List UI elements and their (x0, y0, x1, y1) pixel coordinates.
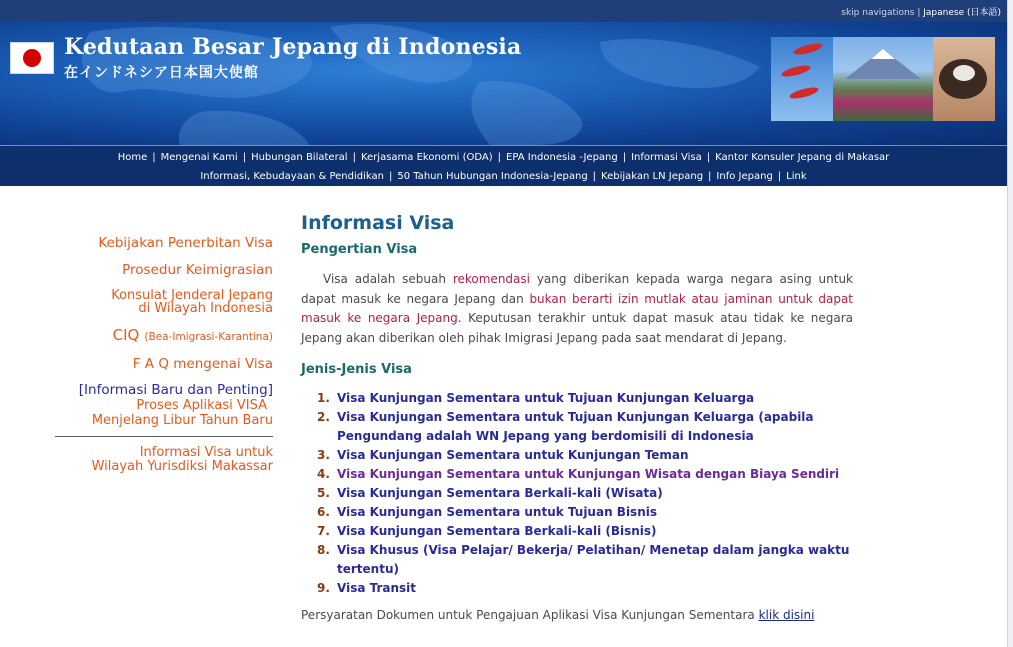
mountain-snow (871, 49, 895, 59)
visa-types-list (301, 389, 853, 598)
japanese-language-link[interactable]: Japanese (日本語) (923, 8, 1001, 18)
visa-type-link[interactable] (301, 522, 853, 541)
visa-type-link[interactable] (301, 579, 853, 598)
nav-item-kerjasama-ekonomi-oda[interactable]: Kerjasama Ekonomi (ODA) (360, 152, 493, 163)
nav-item-informasi-kebudayaan-pendidikan[interactable]: Informasi, Kebudayaan & Pendidikan (200, 171, 384, 182)
nav-item-epa-indonesia-jepang[interactable]: EPA Indonesia -Jepang (506, 152, 618, 163)
nav-row-1 (0, 152, 1007, 163)
visa-type-number: 5. (317, 486, 330, 500)
nav-item-50-tahun-hubungan-indonesia-jepang[interactable]: 50 Tahun Hubungan Indonesia-Jepang (397, 171, 588, 182)
visa-type-number: 7. (317, 524, 330, 538)
main-content (301, 212, 853, 622)
nav-item-hubungan-bilateral[interactable]: Hubungan Bilateral (251, 152, 348, 163)
visa-type-number: 2. (317, 410, 330, 424)
ciq-label: CIQ (112, 326, 140, 344)
main-navigation (0, 145, 1007, 186)
skip-navigation-link[interactable]: skip navigations (841, 8, 915, 18)
sidebar (55, 232, 273, 474)
visa-type-number: 4. (317, 467, 330, 481)
top-utility-bar (0, 0, 1007, 22)
requirements-click-here-link[interactable]: klik disini (758, 608, 815, 622)
paragraph-text-3: . Keputusan terakhir untuk dapat masuk atau tidak ke negara Jepang akan diberikan oleh pihak Imigrasi Jepang pada saat mendarat di Jepang. (301, 311, 853, 345)
visa-type-label: Visa Kunjungan Sementara untuk Kunjungan Wisata dengan Biaya Sendiri (337, 467, 840, 481)
sidebar-link-faq-visa[interactable]: F A Q mengenai Visa (132, 356, 273, 372)
sidebar-link-libur-tahun-baru[interactable]: Menjelang Libur Tahun Baru (91, 413, 273, 428)
japan-flag-icon (10, 42, 54, 74)
utility-divider: | (917, 8, 921, 18)
sidebar-link-prosedur-keimigrasian[interactable]: Prosedur Keimigrasian (122, 262, 273, 278)
paragraph-highlight-rekomendasi: rekomendasi (452, 272, 530, 286)
visa-definition-paragraph (301, 270, 853, 348)
koi-fish-icon (792, 41, 823, 56)
visa-type-number: 9. (317, 581, 330, 595)
ciq-note: (Bea-Imigrasi-Karantina) (144, 331, 273, 343)
nav-separator: | (152, 152, 156, 163)
koi-fish-icon (788, 85, 819, 100)
paragraph-highlight-bukan-izin: bukan berarti izin mutlak atau jaminan untuk dapat masuk ke negara Jepang (301, 291, 854, 325)
site-title: Kedutaan Besar Jepang di Indonesia (64, 34, 522, 60)
nav-item-mengenai-kami[interactable]: Mengenai Kami (160, 152, 238, 163)
visa-type-label: Visa Kunjungan Sementara untuk Kunjungan Teman (337, 448, 689, 462)
nav-separator: | (352, 152, 356, 163)
visa-type-label: Visa Transit (337, 581, 417, 595)
section-title-jenis-visa: Jenis-Jenis Visa (301, 362, 412, 377)
nav-separator: | (242, 152, 247, 163)
nav-separator: | (622, 152, 627, 163)
sidebar-link-wilayah-makassar[interactable]: Wilayah Yurisdiksi Makassar (91, 459, 273, 474)
section-title-pengertian-visa: Pengertian Visa (301, 242, 418, 257)
site-subtitle: 在インドネシア日本国大使館 (64, 65, 259, 81)
nav-separator: | (388, 171, 393, 182)
requirements-text: Persyaratan Dokumen untuk Pengajuan Aplikasi Visa Kunjungan Sementara (301, 608, 759, 622)
sidebar-link-ciq[interactable] (55, 325, 273, 345)
utility-links (841, 5, 1001, 18)
nav-item-kantor-konsuler-jepang-di-makasar[interactable]: Kantor Konsuler Jepang di Makasar (715, 152, 890, 163)
visa-type-link[interactable] (301, 541, 853, 579)
requirements-line (301, 608, 853, 622)
visa-type-label: Visa Kunjungan Sementara untuk Tujuan Kunjungan Keluarga (337, 391, 755, 405)
tea-set-photo (933, 37, 995, 121)
visa-type-number: 1. (317, 391, 330, 405)
visa-type-link[interactable] (301, 446, 853, 465)
tea-cup (953, 65, 975, 81)
nav-row-2 (0, 171, 1007, 182)
visa-type-link[interactable] (301, 503, 853, 522)
header-photo-strip (771, 37, 995, 121)
sidebar-link-konsulat-wilayah[interactable]: di Wilayah Indonesia (138, 301, 273, 316)
visa-type-link[interactable] (301, 465, 853, 484)
koi-streamer-photo (771, 37, 833, 121)
mount-fuji-photo (833, 37, 933, 121)
nav-item-kebijakan-ln-jepang[interactable]: Kebijakan LN Jepang (601, 171, 704, 182)
nav-separator: | (777, 171, 782, 182)
nav-separator: | (497, 152, 502, 163)
visa-type-link[interactable] (301, 389, 853, 408)
sidebar-link-informasi-baru[interactable]: [Informasi Baru dan Penting] (78, 382, 273, 398)
nav-item-link[interactable]: Link (786, 171, 807, 182)
visa-type-label: Visa Kunjungan Sementara untuk Tujuan Kunjungan Keluarga (apabila Pengundang adalah WN Jepang yang berdomisili di Indonesia (337, 410, 814, 443)
visa-type-number: 8. (317, 543, 330, 557)
site-header (0, 22, 1007, 145)
nav-separator: | (706, 152, 711, 163)
visa-type-link[interactable] (301, 484, 853, 503)
page-title: Informasi Visa (301, 212, 455, 234)
nav-item-informasi-visa[interactable]: Informasi Visa (631, 152, 702, 163)
visa-type-label: Visa Kunjungan Sementara Berkali-kali (Wisata) (337, 486, 663, 500)
nav-item-info-jepang[interactable]: Info Jepang (716, 171, 773, 182)
visa-type-link[interactable] (301, 408, 853, 446)
sidebar-link-informasi-visa-makassar[interactable]: Informasi Visa untuk (139, 445, 273, 460)
visa-type-number: 6. (317, 505, 330, 519)
nav-item-home[interactable]: Home (117, 152, 148, 163)
visa-type-label: Visa Khusus (Visa Pelajar/ Bekerja/ Pelatihan/ Menetap dalam jangka waktu tertentu) (337, 543, 850, 576)
visa-type-label: Visa Kunjungan Sementara untuk Tujuan Bisnis (337, 505, 657, 519)
sidebar-link-proses-aplikasi[interactable]: Proses Aplikasi VISA (136, 398, 267, 413)
vertical-scrollbar[interactable] (1007, 0, 1013, 647)
sidebar-link-kebijakan-penerbitan-visa[interactable]: Kebijakan Penerbitan Visa (98, 235, 273, 251)
koi-fish-icon (780, 63, 811, 78)
visa-type-label: Visa Kunjungan Sementara Berkali-kali (Bisnis) (337, 524, 657, 538)
nav-separator: | (708, 171, 712, 182)
sidebar-link-konsulat-jenderal[interactable]: Konsulat Jenderal Jepang (111, 288, 273, 303)
visa-type-number: 3. (317, 448, 330, 462)
flag-sun (23, 49, 41, 67)
paragraph-text-2: yang diberikan kepada warga negara asing untuk dapat masuk ke negara Jepang dan (301, 272, 853, 306)
paragraph-text-1: Visa adalah sebuah (323, 272, 453, 286)
nav-separator: | (592, 171, 597, 182)
sidebar-divider (55, 436, 273, 437)
